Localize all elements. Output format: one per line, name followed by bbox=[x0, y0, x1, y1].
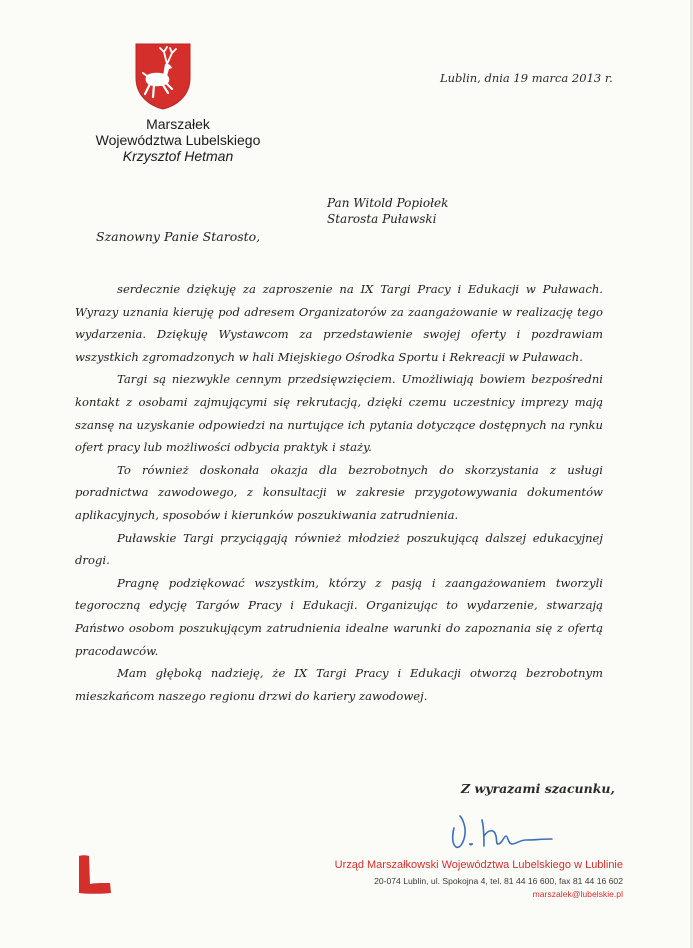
sender-name: Krzysztof Hetman bbox=[122, 148, 234, 164]
closing-formula: Z wyrazami szacunku, bbox=[461, 781, 615, 796]
paragraph-4: Puławskie Targi przyciągają również młodzież poszukującą dalszej edukacyjnej drogi. bbox=[75, 530, 603, 568]
sender-block bbox=[78, 116, 278, 164]
lubelskie-l-logo-icon bbox=[76, 852, 114, 896]
footer-address: 20-074 Lublin, ul. Spokojna 4, tel. 81 44 16 600, fax 81 44 16 602 bbox=[374, 876, 623, 886]
letter-body bbox=[75, 278, 603, 707]
footer-contact bbox=[335, 858, 623, 900]
salutation: Szanowny Panie Starosto, bbox=[96, 229, 261, 244]
sender-title-line2: Województwa Lubelskiego bbox=[95, 132, 261, 148]
recipient-block bbox=[327, 195, 448, 227]
footer-organization: Urząd Marszałkowski Województwa Lubelskiego w Lublinie bbox=[334, 859, 623, 871]
footer-email: marszalek@lubelskie.pl bbox=[532, 889, 623, 899]
lubelskie-crest-icon bbox=[134, 42, 192, 110]
letter-date: Lublin, dnia 19 marca 2013 r. bbox=[440, 71, 613, 85]
paragraph-1: serdecznie dziękuję za zaproszenie na IX Targi Pracy i Edukacji w Puławach. Wyrazy uznania kieruję pod adresem Organizatorów za zaangażowanie w realizację tego wydarzenia. Dziękuję Wystawcom za przedstawienie swojej oferty i pozdrawiam wszystkich zgromadzonych w hali Miejskiego Ośrodka Sportu i Rekreacji w Puławach. bbox=[75, 282, 603, 364]
paragraph-3: To również doskonała okazja dla bezrobotnych do skorzystania z usługi poradnictwa zawodowego, z konsultacji w zakresie przygotowywania dokumentów aplikacyjnych, sposobów i kierunków poszukiwania zatrudnienia. bbox=[75, 462, 603, 522]
paragraph-6: Mam głęboką nadzieję, że IX Targi Pracy i Edukacji otworzą bezrobotnym mieszkańcom naszego regionu drzwi do kariery zawodowej. bbox=[75, 666, 603, 703]
recipient-name: Pan Witold Popiołek bbox=[327, 196, 449, 210]
paragraph-2: Targi są niezwykle cennym przedsięwzięciem. Umożliwiają bowiem bezpośredni kontakt z osobami zajmującymi się rekrutacją, dzięki czemu uczestnicy imprezy mają szansę na uzyskanie odpowiedzi na nurtujące ich pytania dotyczące dostępnych na rynku ofert pracy lub możliwości odbycia praktyk i staży. bbox=[75, 372, 603, 455]
sender-title-line1: Marszałek bbox=[146, 116, 210, 132]
recipient-title: Starosta Puławski bbox=[327, 212, 437, 226]
paragraph-5: Pragnę podziękować wszystkim, którzy z pasją i zaangażowaniem tworzyli tegoroczną edycję Targów Pracy i Edukacji. Organizując to wydarzenie, stwarzają Państwo osobom poszukującym zatrudnienia idealne warunki do zapoznania się z ofertą pracodawców. bbox=[75, 575, 603, 658]
handwritten-signature bbox=[440, 806, 570, 854]
